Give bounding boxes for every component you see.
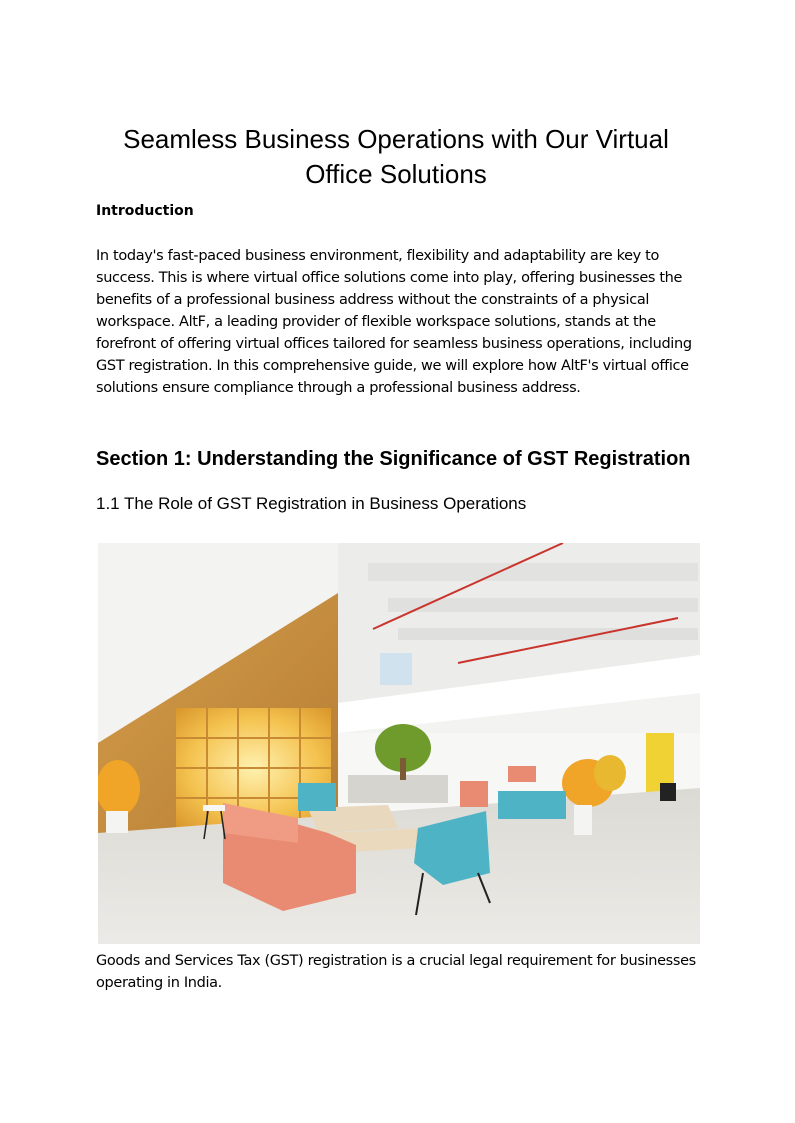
introduction-paragraph: In today's fast-paced business environment, flexibility and adaptability are key to success. This is where virtual office solutions come into play, offering businesses the benefits of a professional business address without the constraints of a physical workspace. AltF, a leading provider of flexible workspace solutions, stands at the forefront of offering virtual offices tailored for seamless business operations, including GST registration. In this comprehensive guide, we will explore how AltF's virtual office solutions ensure compliance through a professional business address. <box>96 248 692 396</box>
introduction-heading: Introduction <box>96 203 194 219</box>
document-title: Seamless Business Operations with Our Virtual Office Solutions <box>123 124 669 189</box>
gst-paragraph: Goods and Services Tax (GST) registration is a crucial legal requirement for businesses operating in India. <box>96 953 696 991</box>
subsection-1-1-heading: 1.1 The Role of GST Registration in Business Operations <box>96 494 527 513</box>
office-lounge-photo <box>98 543 700 944</box>
section-1-heading: Section 1: Understanding the Significance of GST Registration <box>96 448 691 470</box>
